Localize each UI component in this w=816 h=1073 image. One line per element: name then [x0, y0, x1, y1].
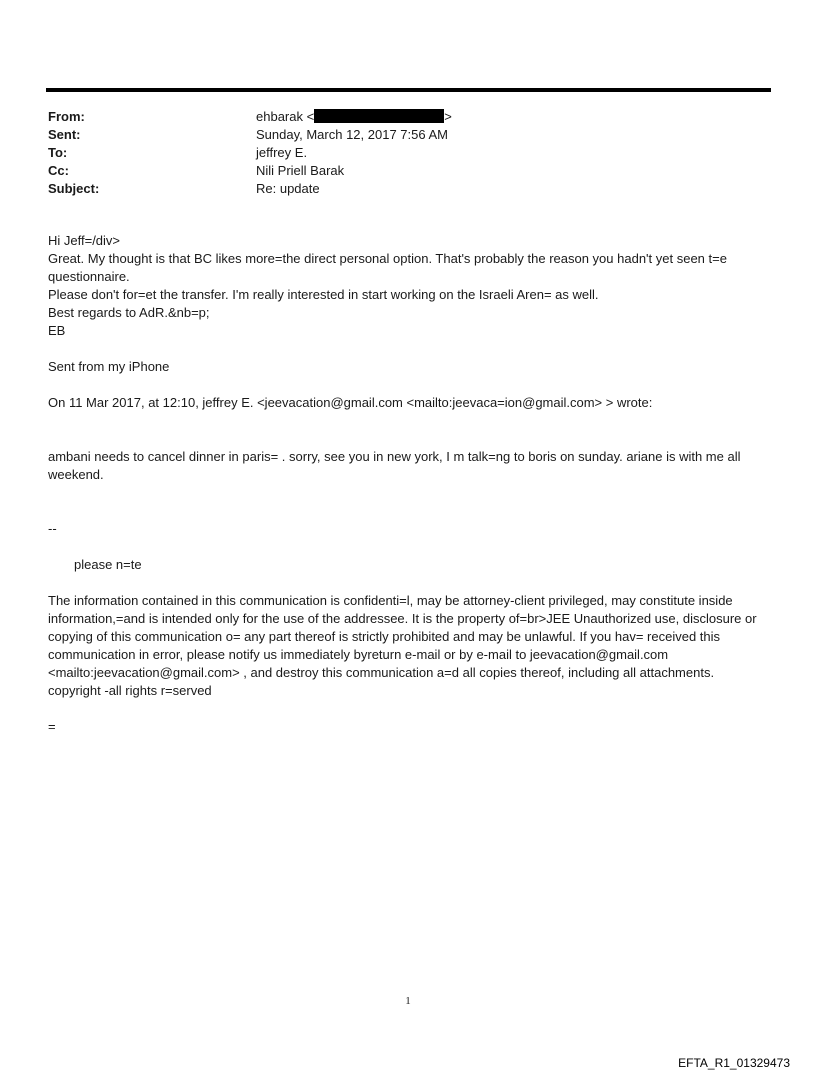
cc-label: Cc: — [48, 163, 69, 178]
please-note: please n=te — [74, 557, 142, 572]
quote-intro: On 11 Mar 2017, at 12:10, jeffrey E. <jeevacation@gmail.com <mailto:jeevaca=ion@gmail.com> > wrote: — [48, 395, 653, 410]
cc-value: Nili Priell Barak — [256, 163, 345, 178]
page-number: 1 — [405, 995, 411, 1007]
header-rule — [46, 88, 771, 92]
from-name: ehbarak < — [256, 109, 315, 124]
mobile-signature: Sent from my iPhone — [48, 359, 170, 374]
subject-value: Re: update — [256, 181, 320, 196]
from-close: > — [444, 109, 452, 124]
redaction-box — [314, 109, 444, 123]
to-label: To: — [48, 145, 68, 160]
subject-label: Subject: — [48, 181, 100, 196]
to-row — [48, 144, 748, 162]
subject-row — [48, 180, 748, 198]
greeting: Hi Jeff=/div> — [48, 233, 121, 248]
quoted-message: ambani needs to cancel dinner in paris= . sorry, see you in new york, I m talk=ng to boris on sunday. ariane is with me all weekend. — [48, 449, 741, 482]
message-line: Please don't for=et the transfer. I'm really interested in start working on the Israeli Aren= as well. — [48, 287, 599, 302]
separator-dashes: -- — [48, 521, 57, 536]
disclaimer: The information contained in this communication is confidenti=l, may be attorney-client privileged, may constitute inside information,=and is intended only for the use of the addressee. It is the property of=br>JEE Unauthorized use, disclosure or copying of this communication o= any part thereof is strictly prohibited and may be unlawful. If you hav= received this communication in error, please notify us immediately byreturn e-mail or by e-mail to jeevacation@gmail.com <mailto:jeevacation@gmail.com> , and destroy this communication a=d all copies thereof, including all attachments. copyright -all rights r=served — [48, 593, 757, 698]
email-header — [48, 108, 748, 198]
from-label: From: — [48, 109, 85, 124]
trailing-char: = — [48, 719, 56, 734]
email-body — [48, 232, 760, 736]
from-row — [48, 108, 748, 126]
from-value — [256, 108, 748, 126]
message-line: Great. My thought is that BC likes more=the direct personal option. That's probably the reason you hadn't yet seen t=e questionnaire. — [48, 251, 727, 284]
sent-label: Sent: — [48, 127, 81, 142]
to-value: jeffrey E. — [256, 145, 308, 160]
sent-row — [48, 126, 748, 144]
cc-row — [48, 162, 748, 180]
document-id: EFTA_R1_01329473 — [678, 1056, 790, 1070]
message-line: Best regards to AdR.&nb=p; — [48, 305, 210, 320]
sent-value: Sunday, March 12, 2017 7:56 AM — [256, 127, 448, 142]
sign-off: EB — [48, 323, 66, 338]
